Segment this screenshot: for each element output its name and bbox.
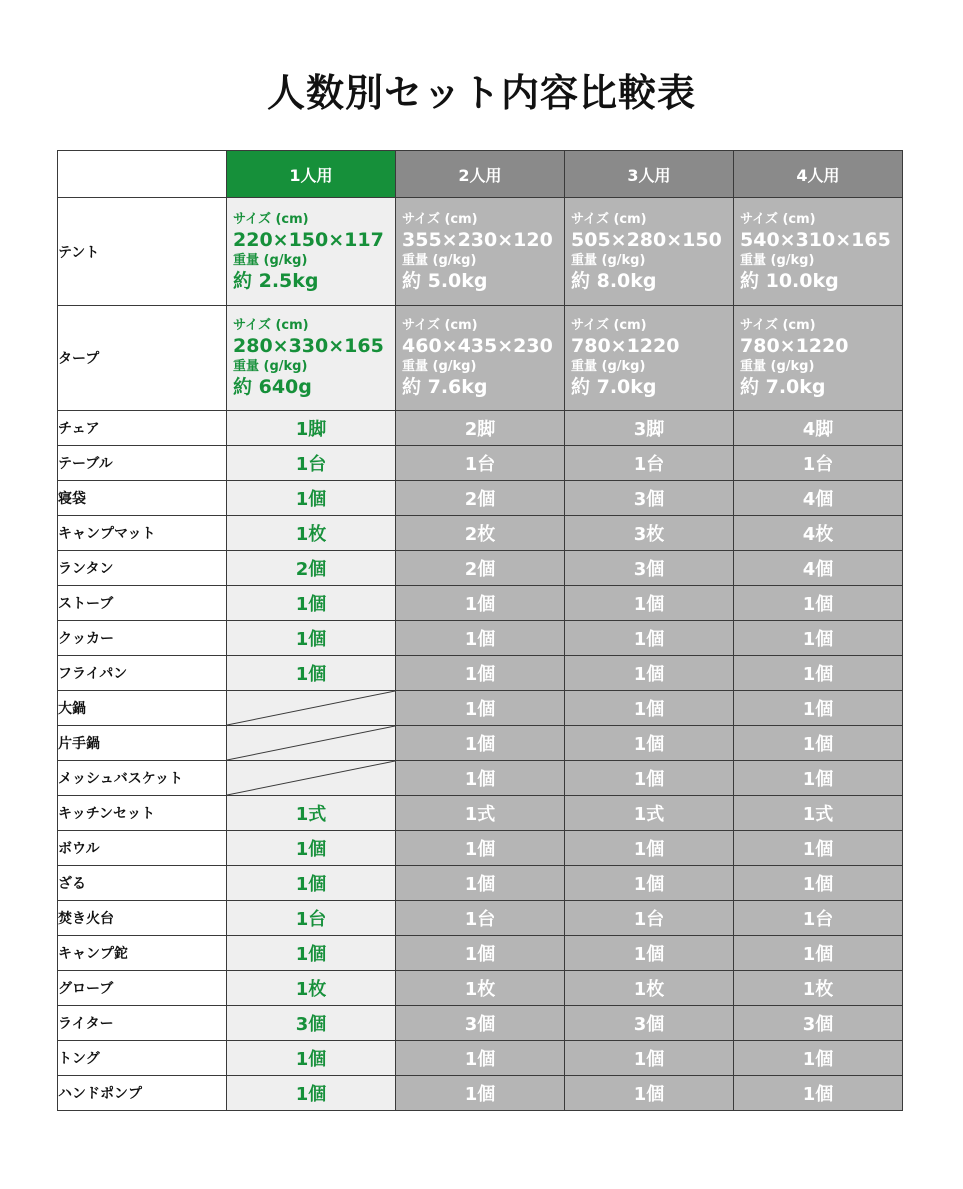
quantity-cell: 3個 — [565, 481, 734, 516]
comparison-table — [57, 150, 903, 1111]
tarp-spec-cell — [734, 306, 903, 411]
row-label: ボウル — [58, 831, 227, 866]
weight-value: 約 10.0kg — [740, 269, 839, 292]
quantity-cell: 1個 — [565, 691, 734, 726]
quantity-cell: 1個 — [734, 831, 903, 866]
quantity-cell: 1個 — [734, 1041, 903, 1076]
table-row — [58, 446, 903, 481]
table-row — [58, 866, 903, 901]
quantity-cell: 1個 — [734, 726, 903, 761]
quantity-cell: 1脚 — [227, 411, 396, 446]
table-row — [58, 936, 903, 971]
quantity-cell: 1台 — [396, 901, 565, 936]
table-row — [58, 831, 903, 866]
quantity-cell: 3個 — [396, 1006, 565, 1041]
row-label: キッチンセット — [58, 796, 227, 831]
row-label: ストーブ — [58, 586, 227, 621]
quantity-cell: 1個 — [396, 691, 565, 726]
quantity-cell: 1個 — [565, 1041, 734, 1076]
not-included-cell — [227, 691, 396, 726]
column-header-1: 1人用 — [227, 151, 396, 198]
quantity-cell: 4個 — [734, 481, 903, 516]
quantity-cell: 1個 — [227, 1076, 396, 1111]
quantity-cell: 1台 — [227, 446, 396, 481]
quantity-cell: 4脚 — [734, 411, 903, 446]
quantity-cell: 1個 — [565, 936, 734, 971]
weight-label: 重量 (g/kg) — [233, 359, 308, 374]
quantity-cell: 1式 — [734, 796, 903, 831]
quantity-cell: 1個 — [396, 726, 565, 761]
quantity-cell: 1式 — [565, 796, 734, 831]
quantity-cell: 1個 — [396, 621, 565, 656]
quantity-cell: 3個 — [227, 1006, 396, 1041]
size-value: 355×230×120 — [402, 228, 553, 251]
column-header-3: 3人用 — [565, 151, 734, 198]
size-value: 540×310×165 — [740, 228, 891, 251]
table-row — [58, 621, 903, 656]
tent-spec-cell — [227, 198, 396, 306]
diagonal-slash-icon — [227, 726, 395, 760]
quantity-cell: 1個 — [227, 656, 396, 691]
quantity-cell: 1個 — [734, 586, 903, 621]
weight-label: 重量 (g/kg) — [571, 359, 646, 374]
quantity-cell: 1個 — [396, 586, 565, 621]
quantity-cell: 2個 — [396, 551, 565, 586]
tarp-spec-cell — [396, 306, 565, 411]
quantity-cell: 1台 — [734, 901, 903, 936]
size-value: 280×330×165 — [233, 335, 384, 357]
quantity-cell: 1個 — [734, 621, 903, 656]
quantity-cell: 3個 — [565, 1006, 734, 1041]
quantity-cell: 1個 — [227, 1041, 396, 1076]
quantity-cell: 1個 — [396, 1076, 565, 1111]
size-value: 780×1220 — [740, 335, 849, 357]
row-label: チェア — [58, 411, 227, 446]
quantity-cell: 1個 — [565, 831, 734, 866]
row-label: キャンプマット — [58, 516, 227, 551]
quantity-cell: 1台 — [734, 446, 903, 481]
not-included-cell — [227, 761, 396, 796]
quantity-cell: 1台 — [565, 446, 734, 481]
quantity-cell: 3脚 — [565, 411, 734, 446]
table-row — [58, 1076, 903, 1111]
table-row — [58, 551, 903, 586]
diagonal-slash-icon — [227, 691, 395, 725]
quantity-cell: 1個 — [734, 936, 903, 971]
row-label: タープ — [58, 306, 227, 411]
weight-label: 重量 (g/kg) — [402, 359, 477, 374]
quantity-cell: 1個 — [227, 866, 396, 901]
table-row — [58, 761, 903, 796]
size-value: 780×1220 — [571, 335, 680, 357]
size-label: サイズ (cm) — [402, 211, 478, 227]
table-row — [58, 411, 903, 446]
table-row — [58, 901, 903, 936]
row-label: ざる — [58, 866, 227, 901]
tent-spec-cell — [565, 198, 734, 306]
size-label: サイズ (cm) — [571, 318, 647, 333]
quantity-cell: 1個 — [396, 761, 565, 796]
quantity-cell: 3枚 — [565, 516, 734, 551]
quantity-cell: 1個 — [565, 621, 734, 656]
quantity-cell: 1個 — [565, 586, 734, 621]
row-label: 大鍋 — [58, 691, 227, 726]
header-corner — [58, 151, 227, 198]
quantity-cell: 1個 — [396, 866, 565, 901]
size-value: 220×150×117 — [233, 228, 384, 251]
row-label: フライパン — [58, 656, 227, 691]
quantity-cell: 2枚 — [396, 516, 565, 551]
quantity-cell: 1個 — [227, 936, 396, 971]
weight-value: 約 7.6kg — [402, 376, 488, 398]
size-label: サイズ (cm) — [233, 211, 309, 227]
quantity-cell: 3個 — [565, 551, 734, 586]
size-value: 460×435×230 — [402, 335, 553, 357]
quantity-cell: 1個 — [565, 726, 734, 761]
quantity-cell: 1個 — [396, 831, 565, 866]
weight-label: 重量 (g/kg) — [740, 359, 815, 374]
tarp-spec-cell — [565, 306, 734, 411]
size-label: サイズ (cm) — [233, 318, 309, 333]
table-row — [58, 796, 903, 831]
tarp-row — [58, 306, 903, 411]
row-label: グローブ — [58, 971, 227, 1006]
row-label: 片手鍋 — [58, 726, 227, 761]
row-label: キャンプ鉈 — [58, 936, 227, 971]
row-label: 焚き火台 — [58, 901, 227, 936]
weight-value: 約 7.0kg — [740, 376, 826, 398]
quantity-cell: 1個 — [565, 1076, 734, 1111]
quantity-cell: 1個 — [734, 866, 903, 901]
diagonal-slash-icon — [227, 761, 395, 795]
tent-spec-cell — [734, 198, 903, 306]
weight-label: 重量 (g/kg) — [402, 252, 477, 268]
quantity-cell: 1枚 — [565, 971, 734, 1006]
quantity-cell: 1枚 — [734, 971, 903, 1006]
row-label: トング — [58, 1041, 227, 1076]
quantity-cell: 1個 — [565, 761, 734, 796]
table-row — [58, 481, 903, 516]
size-label: サイズ (cm) — [402, 318, 478, 333]
quantity-cell: 1枚 — [227, 516, 396, 551]
quantity-cell: 1個 — [396, 656, 565, 691]
weight-value: 約 2.5kg — [233, 269, 319, 292]
header-row — [58, 151, 903, 198]
quantity-cell: 1個 — [227, 586, 396, 621]
tarp-spec-cell — [227, 306, 396, 411]
quantity-cell: 1個 — [734, 1076, 903, 1111]
tent-spec-cell — [396, 198, 565, 306]
weight-label: 重量 (g/kg) — [233, 252, 308, 268]
not-included-cell — [227, 726, 396, 761]
size-label: サイズ (cm) — [740, 211, 816, 227]
row-label: ハンドポンプ — [58, 1076, 227, 1111]
weight-value: 約 8.0kg — [571, 269, 657, 292]
row-label: ライター — [58, 1006, 227, 1041]
page-title: 人数別セット内容比較表 — [266, 71, 696, 115]
quantity-cell: 4個 — [734, 551, 903, 586]
row-label: ランタン — [58, 551, 227, 586]
quantity-cell: 1個 — [734, 761, 903, 796]
weight-label: 重量 (g/kg) — [571, 252, 646, 268]
column-header-2: 2人用 — [396, 151, 565, 198]
size-value: 505×280×150 — [571, 228, 722, 251]
table-row — [58, 1006, 903, 1041]
quantity-cell: 1台 — [227, 901, 396, 936]
table-row — [58, 726, 903, 761]
quantity-cell: 1個 — [396, 936, 565, 971]
weight-value: 約 7.0kg — [571, 376, 657, 398]
row-label: テント — [58, 198, 227, 306]
row-label: テーブル — [58, 446, 227, 481]
table-row — [58, 1041, 903, 1076]
weight-value: 約 5.0kg — [402, 269, 488, 292]
weight-value: 約 640g — [233, 376, 312, 398]
quantity-cell: 4枚 — [734, 516, 903, 551]
table-row — [58, 586, 903, 621]
table-row — [58, 516, 903, 551]
quantity-cell: 1台 — [565, 901, 734, 936]
tent-row — [58, 198, 903, 306]
quantity-cell: 1個 — [734, 691, 903, 726]
quantity-cell: 1個 — [227, 831, 396, 866]
quantity-cell: 2脚 — [396, 411, 565, 446]
quantity-cell: 1個 — [396, 1041, 565, 1076]
quantity-cell: 1式 — [396, 796, 565, 831]
quantity-cell: 2個 — [396, 481, 565, 516]
row-label: 寝袋 — [58, 481, 227, 516]
quantity-cell: 1枚 — [396, 971, 565, 1006]
quantity-cell: 1個 — [734, 656, 903, 691]
quantity-cell: 1枚 — [227, 971, 396, 1006]
quantity-cell: 1個 — [565, 866, 734, 901]
row-label: クッカー — [58, 621, 227, 656]
quantity-cell: 1式 — [227, 796, 396, 831]
quantity-cell: 1個 — [227, 621, 396, 656]
quantity-cell: 1個 — [227, 481, 396, 516]
quantity-cell: 1台 — [396, 446, 565, 481]
size-label: サイズ (cm) — [571, 211, 647, 227]
size-label: サイズ (cm) — [740, 318, 816, 333]
table-row — [58, 656, 903, 691]
weight-label: 重量 (g/kg) — [740, 252, 815, 268]
quantity-cell: 3個 — [734, 1006, 903, 1041]
quantity-cell: 2個 — [227, 551, 396, 586]
row-label: メッシュバスケット — [58, 761, 227, 796]
quantity-cell: 1個 — [565, 656, 734, 691]
table-row — [58, 971, 903, 1006]
column-header-4: 4人用 — [734, 151, 903, 198]
table-row — [58, 691, 903, 726]
